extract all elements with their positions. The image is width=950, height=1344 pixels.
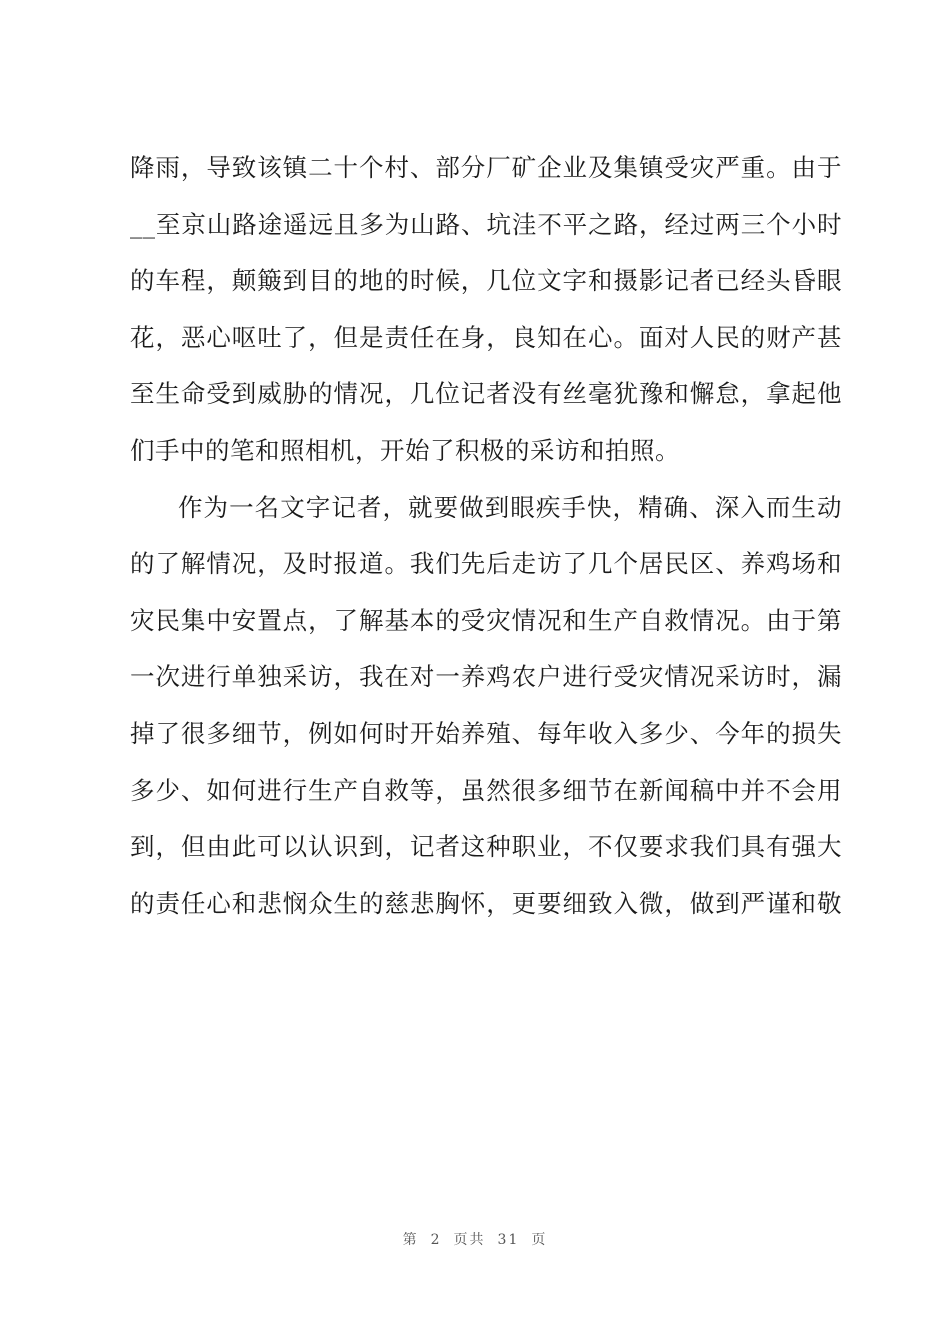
text-line: 的责任心和悲悯众生的慈悲胸怀，更要细致入微，做到严谨和敬	[130, 889, 842, 918]
footer-total-pages: 31	[497, 1232, 520, 1248]
text-line: __至京山路途遥远且多为山路、坑洼不平之路，经过两三个小时	[130, 210, 842, 239]
text-line: 一次进行单独采访，我在对一养鸡农户进行受灾情况采访时，漏	[130, 662, 842, 691]
text-line: 作为一名文字记者，就要做到眼疾手快，精确、深入而生动	[178, 493, 842, 522]
text-line: 的车程，颠簸到目的地的时候，几位文字和摄影记者已经头昏眼	[130, 266, 842, 295]
footer-suffix: 页	[531, 1232, 548, 1248]
text-line: 多少、如何进行生产自救等，虽然很多细节在新闻稿中并不会用	[130, 776, 842, 805]
text-line: 掉了很多细节，例如何时开始养殖、每年收入多少、今年的损失	[130, 719, 842, 748]
footer-page-number: 2	[430, 1232, 442, 1248]
text-line: 到，但由此可以认识到，记者这种职业，不仅要求我们具有强大	[130, 832, 842, 861]
paragraph-first-line: 的了解情况，及时报道。我们先后走访了几个居民区、养鸡场和	[130, 549, 842, 578]
footer-middle: 页共	[453, 1232, 486, 1248]
text-line: 花，恶心呕吐了，但是责任在身，良知在心。面对人民的财产甚	[130, 323, 842, 352]
page-footer	[0, 1229, 950, 1249]
text-line: 灾民集中安置点，了解基本的受灾情况和生产自救情况。由于第	[130, 606, 842, 635]
text-line: 们手中的笔和照相机，开始了积极的采访和拍照。	[130, 436, 680, 465]
footer-prefix: 第	[402, 1232, 419, 1248]
text-line: 降雨，导致该镇二十个村、部分厂矿企业及集镇受灾严重。由于	[130, 153, 842, 182]
text-line: 至生命受到威胁的情况，几位记者没有丝毫犹豫和懈怠，拿起他	[130, 379, 842, 408]
